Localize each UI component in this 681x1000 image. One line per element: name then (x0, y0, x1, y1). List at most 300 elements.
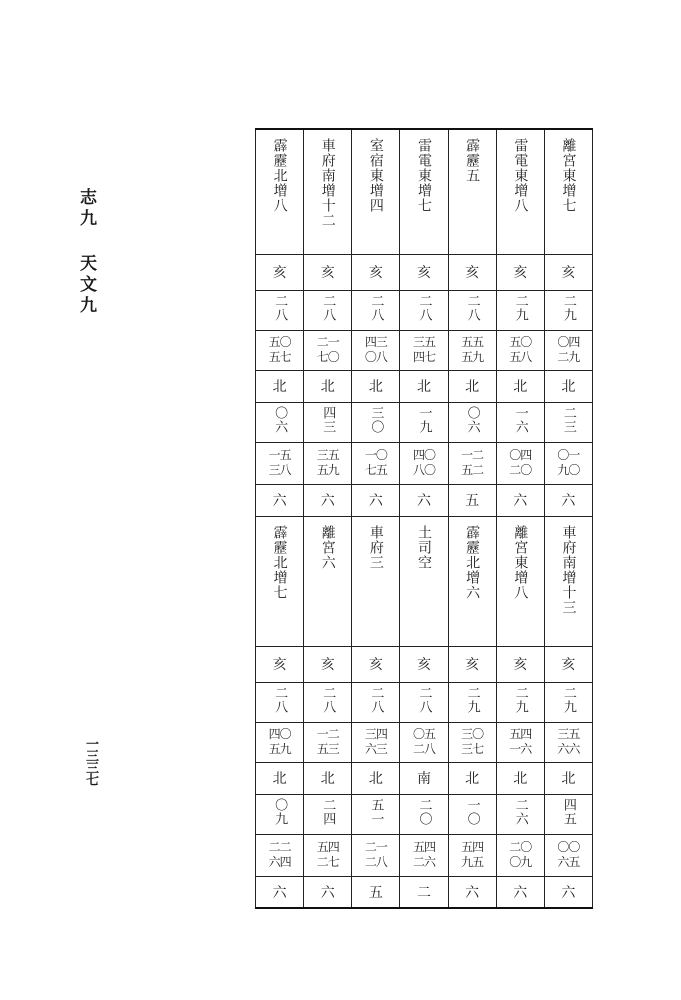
coordinate-pair (509, 727, 531, 756)
table-row-b-deg (256, 682, 593, 722)
cell-coord1 (352, 330, 400, 370)
table-row-a-name (256, 129, 593, 254)
cell-deg (352, 682, 400, 722)
coordinate-value: 〇一 (557, 448, 580, 463)
table-row-b-coord1 (256, 722, 593, 762)
coordinate-value: 二六 (412, 854, 435, 869)
coordinate-pair (557, 335, 579, 364)
cell-deg2 (544, 794, 592, 834)
cell-coord1 (496, 330, 544, 370)
degree-value: 〇九 (272, 798, 288, 826)
magnitude: 六 (272, 493, 287, 509)
cell-coord2 (544, 834, 592, 876)
magnitude: 六 (416, 493, 431, 509)
degree-value: 二四 (320, 798, 336, 826)
page-number: 一三三七 (83, 737, 98, 785)
cell-mag (496, 484, 544, 516)
cell-dir (448, 370, 496, 402)
cell-coord1 (400, 722, 448, 762)
cell-deg (256, 290, 304, 330)
cell-dir (496, 762, 544, 794)
cell-hai (448, 646, 496, 682)
cell-mag (352, 484, 400, 516)
coordinate-value: 七〇 (316, 349, 339, 364)
direction: 北 (513, 771, 528, 787)
cell-hai (352, 254, 400, 290)
table-row-a-mag (256, 484, 593, 516)
coordinate-pair (461, 840, 483, 869)
cell-coord2 (256, 834, 304, 876)
cell-mag (304, 484, 352, 516)
coordinate-value: 四七 (412, 349, 435, 364)
cell-dir (352, 762, 400, 794)
cell-deg2 (400, 402, 448, 442)
table-row-a-deg2 (256, 402, 593, 442)
magnitude: 六 (561, 884, 576, 901)
degree-value: 〇六 (464, 406, 480, 434)
coordinate-pair (413, 840, 435, 869)
star-name: 離宮東增八 (512, 524, 529, 600)
cell-dir (544, 370, 592, 402)
cell-deg2 (304, 402, 352, 442)
magnitude: 六 (368, 493, 383, 509)
direction: 北 (320, 379, 335, 395)
coordinate-value: 一五 (268, 448, 291, 463)
cell-deg (256, 682, 304, 722)
star-name: 離宮東增七 (560, 138, 577, 213)
cell-dir (496, 370, 544, 402)
coordinate-value: 九五 (461, 854, 484, 869)
cell-deg2 (448, 794, 496, 834)
cell-name (256, 516, 304, 646)
magnitude: 六 (465, 884, 480, 901)
coordinate-value: 五九 (268, 741, 291, 756)
cell-deg2 (352, 402, 400, 442)
cell-dir (304, 370, 352, 402)
coordinate-pair (509, 840, 531, 869)
cell-name (256, 129, 304, 254)
coordinate-value: 二一 (364, 840, 387, 855)
star-name: 室宿東增四 (367, 138, 384, 213)
degree-value: 四三 (320, 406, 336, 434)
table-row-a-hai (256, 254, 593, 290)
cell-hai (448, 254, 496, 290)
cell-name (544, 129, 592, 254)
cell-deg2 (352, 794, 400, 834)
direction: 北 (416, 379, 431, 395)
magnitude: 五 (465, 493, 480, 509)
zodiac-sign: 亥 (272, 265, 287, 281)
degree-value: 二九 (560, 294, 576, 322)
star-name: 雷電東增七 (416, 138, 433, 213)
cell-mag (304, 876, 352, 908)
coordinate-value: 三五 (316, 448, 339, 463)
cell-deg (352, 290, 400, 330)
cell-deg2 (448, 402, 496, 442)
coordinate-value: 〇〇 (557, 840, 580, 855)
coordinate-value: 五四 (461, 840, 484, 855)
zodiac-sign: 亥 (561, 657, 576, 673)
coordinate-pair (317, 840, 339, 869)
direction: 北 (561, 771, 576, 787)
direction: 北 (465, 379, 480, 395)
cell-name (400, 516, 448, 646)
coordinate-value: 二〇 (509, 840, 532, 855)
running-title: 志九 天文九 (76, 188, 96, 317)
coordinate-pair (317, 448, 339, 477)
cell-coord2 (352, 442, 400, 484)
cell-hai (400, 254, 448, 290)
coordinate-value: 六五 (557, 854, 580, 869)
cell-coord2 (352, 834, 400, 876)
cell-coord1 (256, 330, 304, 370)
direction: 南 (416, 771, 431, 787)
coordinate-pair (413, 335, 435, 364)
degree-value: 二八 (416, 686, 432, 714)
star-name: 車府三 (367, 524, 384, 570)
cell-hai (352, 646, 400, 682)
coordinate-value: 〇四 (509, 448, 532, 463)
cell-coord1 (544, 330, 592, 370)
cell-name (304, 129, 352, 254)
cell-coord1 (352, 722, 400, 762)
cell-coord1 (496, 722, 544, 762)
magnitude: 五 (368, 884, 383, 901)
coordinate-value: 五八 (509, 349, 532, 364)
coordinate-value: 一〇 (364, 448, 387, 463)
degree-value: 二八 (464, 294, 480, 322)
cell-hai (544, 254, 592, 290)
coordinate-pair (269, 335, 291, 364)
coordinate-value: 一二 (316, 727, 339, 742)
cell-hai (256, 254, 304, 290)
cell-hai (496, 646, 544, 682)
coordinate-pair (365, 727, 387, 756)
cell-mag (448, 876, 496, 908)
magnitude: 六 (272, 884, 287, 901)
zodiac-sign: 亥 (320, 265, 335, 281)
coordinate-pair (461, 727, 483, 756)
cell-deg (448, 682, 496, 722)
coordinate-value: 五五 (461, 335, 484, 350)
cell-deg (400, 290, 448, 330)
zodiac-sign: 亥 (416, 657, 431, 673)
cell-mag (496, 876, 544, 908)
coordinate-value: 五〇 (268, 335, 291, 350)
cell-mag (400, 484, 448, 516)
degree-value: 一九 (416, 406, 432, 434)
direction: 北 (513, 379, 528, 395)
cell-coord2 (448, 834, 496, 876)
degree-value: 二六 (512, 798, 528, 826)
cell-dir (256, 762, 304, 794)
zodiac-sign: 亥 (416, 265, 431, 281)
cell-hai (304, 254, 352, 290)
cell-dir (352, 370, 400, 402)
cell-coord2 (400, 442, 448, 484)
cell-dir (256, 370, 304, 402)
coordinate-value: 三四 (364, 727, 387, 742)
degree-value: 二八 (320, 686, 336, 714)
cell-name (400, 129, 448, 254)
magnitude: 六 (513, 884, 528, 901)
cell-name (544, 516, 592, 646)
cell-coord2 (304, 442, 352, 484)
cell-deg (400, 682, 448, 722)
direction: 北 (368, 379, 383, 395)
zodiac-sign: 亥 (561, 265, 576, 281)
degree-value: 五一 (368, 798, 384, 826)
table-row-b-hai (256, 646, 593, 682)
coordinate-value: 五九 (461, 349, 484, 364)
coordinate-value: 三八 (268, 462, 291, 477)
coordinate-pair (557, 840, 579, 869)
cell-dir (400, 762, 448, 794)
star-name: 車府南增十三 (560, 524, 577, 615)
magnitude: 六 (320, 884, 335, 901)
coordinate-pair (557, 727, 579, 756)
coordinate-value: 三五 (412, 335, 435, 350)
cell-deg (496, 290, 544, 330)
table-row-b-name (256, 516, 593, 646)
coordinate-value: 三〇 (461, 727, 484, 742)
coordinate-value: 四〇 (268, 727, 291, 742)
cell-name (496, 516, 544, 646)
degree-value: 一六 (512, 406, 528, 434)
direction: 北 (272, 771, 287, 787)
star-name: 車府南增十二 (319, 138, 336, 228)
direction: 北 (272, 379, 287, 395)
cell-hai (304, 646, 352, 682)
direction: 北 (561, 379, 576, 395)
table-row-b-mag (256, 876, 593, 908)
direction: 北 (465, 771, 480, 787)
coordinate-pair (461, 335, 483, 364)
cell-mag (400, 876, 448, 908)
cell-coord2 (256, 442, 304, 484)
coordinate-value: 九〇 (557, 462, 580, 477)
zodiac-sign: 亥 (465, 265, 480, 281)
coordinate-pair (461, 448, 483, 477)
table-row-b-deg2 (256, 794, 593, 834)
coordinate-pair (509, 448, 531, 477)
degree-value: 二〇 (416, 798, 432, 826)
coordinate-pair (269, 727, 291, 756)
coordinate-value: 七五 (364, 462, 387, 477)
coordinate-pair (413, 448, 435, 477)
cell-coord2 (400, 834, 448, 876)
magnitude: 六 (320, 493, 335, 509)
coordinate-pair (317, 727, 339, 756)
cell-hai (400, 646, 448, 682)
cell-dir (304, 762, 352, 794)
star-name: 離宮六 (319, 524, 336, 570)
degree-value: 二八 (416, 294, 432, 322)
degree-value: 一〇 (464, 798, 480, 826)
cell-name (304, 516, 352, 646)
cell-deg2 (544, 402, 592, 442)
coordinate-value: 四三 (364, 335, 387, 350)
coordinate-pair (365, 448, 387, 477)
table-row-b-coord2 (256, 834, 593, 876)
degree-value: 二八 (368, 294, 384, 322)
coordinate-value: 〇四 (557, 335, 580, 350)
cell-name (448, 129, 496, 254)
coordinate-value: 二二 (268, 840, 291, 855)
coordinate-value: 二九 (557, 349, 580, 364)
coordinate-value: 二〇 (509, 462, 532, 477)
star-name: 霹靂北增八 (271, 138, 288, 213)
cell-deg2 (496, 794, 544, 834)
cell-deg2 (256, 402, 304, 442)
coordinate-value: 一六 (509, 741, 532, 756)
coordinate-value: 五九 (316, 462, 339, 477)
cell-coord2 (496, 834, 544, 876)
coordinate-value: 五四 (509, 727, 532, 742)
cell-mag (544, 876, 592, 908)
zodiac-sign: 亥 (368, 265, 383, 281)
coordinate-value: 〇九 (509, 854, 532, 869)
coordinate-pair (413, 727, 435, 756)
coordinate-value: 四〇 (412, 448, 435, 463)
coordinate-value: 二八 (412, 741, 435, 756)
degree-value: 二八 (368, 686, 384, 714)
coordinate-value: 五二 (461, 462, 484, 477)
coordinate-value: 五四 (316, 840, 339, 855)
cell-coord1 (544, 722, 592, 762)
degree-value: 二九 (512, 294, 528, 322)
coordinate-value: 〇五 (412, 727, 435, 742)
cell-dir (544, 762, 592, 794)
coordinate-value: 二一 (316, 335, 339, 350)
coordinate-value: 六六 (557, 741, 580, 756)
cell-dir (400, 370, 448, 402)
zodiac-sign: 亥 (320, 657, 335, 673)
cell-deg2 (496, 402, 544, 442)
table-row-a-dir (256, 370, 593, 402)
coordinate-value: 五〇 (509, 335, 532, 350)
cell-deg2 (304, 794, 352, 834)
coordinate-value: 三五 (557, 727, 580, 742)
cell-deg (304, 290, 352, 330)
coordinate-value: 六三 (364, 741, 387, 756)
cell-name (352, 129, 400, 254)
degree-value: 〇六 (272, 406, 288, 434)
coordinate-value: 六四 (268, 854, 291, 869)
cell-coord2 (304, 834, 352, 876)
star-catalog-table (255, 128, 593, 909)
cell-hai (496, 254, 544, 290)
table-row-b-dir (256, 762, 593, 794)
star-name: 雷電東增八 (512, 138, 529, 213)
coordinate-value: 五四 (412, 840, 435, 855)
coordinate-pair (269, 840, 291, 869)
degree-value: 三〇 (368, 406, 384, 434)
cell-mag (256, 484, 304, 516)
coordinate-pair (365, 335, 387, 364)
coordinate-pair (557, 448, 579, 477)
direction: 北 (368, 771, 383, 787)
table-row-a-deg (256, 290, 593, 330)
cell-mag (544, 484, 592, 516)
cell-deg (304, 682, 352, 722)
degree-value: 二八 (272, 686, 288, 714)
cell-name (352, 516, 400, 646)
cell-deg2 (256, 794, 304, 834)
zodiac-sign: 亥 (272, 657, 287, 673)
cell-mag (256, 876, 304, 908)
coordinate-pair (269, 448, 291, 477)
degree-value: 二九 (464, 686, 480, 714)
coordinate-pair (365, 840, 387, 869)
cell-mag (448, 484, 496, 516)
coordinate-value: 五三 (316, 741, 339, 756)
cell-deg (448, 290, 496, 330)
zodiac-sign: 亥 (513, 657, 528, 673)
cell-name (448, 516, 496, 646)
cell-coord1 (304, 330, 352, 370)
cell-coord2 (448, 442, 496, 484)
coordinate-pair (509, 335, 531, 364)
cell-coord1 (448, 722, 496, 762)
table-row-a-coord1 (256, 330, 593, 370)
cell-deg (496, 682, 544, 722)
coordinate-value: 〇八 (364, 349, 387, 364)
cell-hai (544, 646, 592, 682)
zodiac-sign: 亥 (465, 657, 480, 673)
cell-mag (352, 876, 400, 908)
coordinate-pair (317, 335, 339, 364)
cell-coord2 (544, 442, 592, 484)
star-catalog-table-wrap (255, 128, 593, 906)
cell-coord1 (256, 722, 304, 762)
cell-hai (256, 646, 304, 682)
degree-value: 二八 (272, 294, 288, 322)
star-name: 霹靂北增六 (464, 524, 481, 600)
magnitude: 二 (416, 884, 431, 901)
coordinate-value: 五七 (268, 349, 291, 364)
table-row-a-coord2 (256, 442, 593, 484)
cell-dir (448, 762, 496, 794)
cell-deg (544, 682, 592, 722)
coordinate-value: 二七 (316, 854, 339, 869)
cell-deg2 (400, 794, 448, 834)
coordinate-value: 八〇 (412, 462, 435, 477)
star-name: 土司空 (416, 524, 433, 570)
zodiac-sign: 亥 (368, 657, 383, 673)
cell-coord1 (400, 330, 448, 370)
zodiac-sign: 亥 (513, 265, 528, 281)
coordinate-value: 二八 (364, 854, 387, 869)
cell-deg (544, 290, 592, 330)
direction: 北 (320, 771, 335, 787)
degree-value: 四五 (560, 798, 576, 826)
degree-value: 二九 (560, 686, 576, 714)
star-name: 霹靂五 (464, 138, 481, 183)
magnitude: 六 (513, 493, 528, 509)
magnitude: 六 (561, 493, 576, 509)
coordinate-value: 三七 (461, 741, 484, 756)
degree-value: 二八 (320, 294, 336, 322)
cell-name (496, 129, 544, 254)
degree-value: 二九 (512, 686, 528, 714)
degree-value: 二三 (560, 406, 576, 434)
cell-coord1 (304, 722, 352, 762)
cell-coord2 (496, 442, 544, 484)
cell-coord1 (448, 330, 496, 370)
coordinate-value: 一二 (461, 448, 484, 463)
star-name: 霹靂北增七 (271, 524, 288, 600)
